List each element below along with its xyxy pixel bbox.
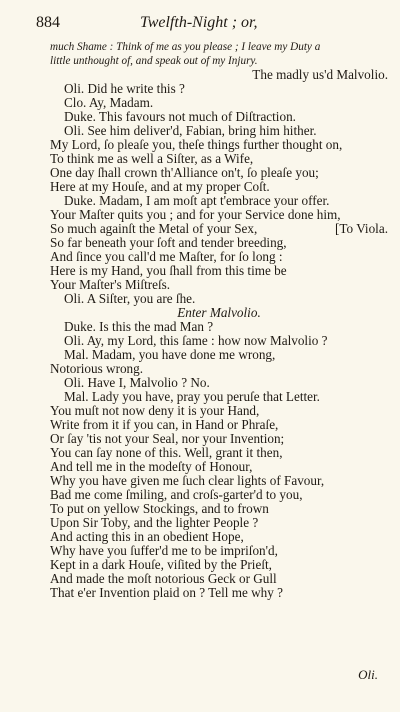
text-line: Duke. Is this the mad Man ? — [64, 319, 214, 334]
text-line: To think me as well a Siſter, as a Wife, — [50, 151, 254, 166]
text-line: You muſt not now deny it is your Hand, — [50, 403, 260, 418]
text-line: Oli. See him deliver'd, Fabian, bring him hither. — [64, 123, 317, 138]
text-line: You can ſay none of this. Well, grant it then, — [50, 445, 283, 460]
text-line: Oli. A Siſter, you are ſhe. — [64, 291, 196, 306]
text-line: My Lord, ſo pleaſe you, theſe things further thought on, — [50, 137, 343, 152]
text-line: Oli. Ay, my Lord, this ſame : how now Malvolio ? — [64, 333, 328, 348]
text-line: Your Maſter's Miſtreſs. — [50, 277, 171, 292]
text-block — [50, 40, 388, 600]
text-line: The madly us'd Malvolio. — [252, 67, 388, 82]
stage-direction: Enter Malvolio. — [177, 305, 261, 320]
text-line: Mal. Lady you have, pray you peruſe that Letter. — [64, 389, 320, 404]
text-line: Here at my Houſe, and at my proper Coſt. — [50, 179, 270, 194]
text-line: Your Maſter quits you ; and for your Service done him, — [50, 207, 341, 222]
page-number: 884 — [36, 14, 60, 31]
text-line: little unthought of, and speak out of my Injury. — [50, 55, 258, 67]
catchword: Oli. — [358, 667, 378, 682]
text-line: Or ſay 'tis not your Seal, nor your Invention; — [50, 431, 285, 446]
text-line: Duke. This favours not much of Diſtraction. — [64, 109, 296, 124]
page-header — [36, 12, 380, 34]
text-line: Upon Sir Toby, and the lighter People ? — [50, 515, 259, 530]
text-line-with-stage-direction — [50, 222, 388, 236]
stage-direction: [To Viola. — [335, 221, 388, 236]
text-line: Duke. Madam, I am moſt apt t'embrace your offer. — [64, 193, 330, 208]
text-line: Write from it if you can, in Hand or Phraſe, — [50, 417, 279, 432]
text-line: And made the moſt notorious Geck or Gull — [50, 571, 277, 586]
text-line: And acting this in an obedient Hope, — [50, 529, 244, 544]
running-head: Twelfth-Night ; or, — [140, 14, 258, 31]
text-line: Notorious wrong. — [50, 361, 144, 376]
text-line: much Shame : Think of me as you please ; I leave my Duty a — [50, 41, 321, 53]
text-line: Bad me come ſmiling, and croſs-garter'd to you, — [50, 487, 303, 502]
text-line: One day ſhall crown th'Alliance on't, ſo pleaſe you; — [50, 165, 319, 180]
text-line: So far beneath your ſoft and tender breeding, — [50, 235, 287, 250]
text-line: And tell me in the modeſty of Honour, — [50, 459, 253, 474]
text-line: So much againſt the Metal of your Sex, — [50, 221, 258, 236]
text-line: Mal. Madam, you have done me wrong, — [64, 347, 276, 362]
text-line: To put on yellow Stockings, and to frown — [50, 501, 269, 516]
text-line: That e'er Invention plaid on ? Tell me why ? — [50, 585, 284, 600]
text-line: And ſince you call'd me Maſter, for ſo long : — [50, 249, 283, 264]
text-line: Why have you ſuffer'd me to be impriſon'd, — [50, 543, 278, 558]
text-line: Clo. Ay, Madam. — [64, 95, 154, 110]
text-line: Oli. Did he write this ? — [64, 81, 185, 96]
text-line: Here is my Hand, you ſhall from this time be — [50, 263, 287, 278]
text-line: Oli. Have I, Malvolio ? No. — [64, 375, 210, 390]
text-line: Why you have given me ſuch clear lights of Favour, — [50, 473, 325, 488]
text-line: Kept in a dark Houſe, viſited by the Prieſt, — [50, 557, 272, 572]
